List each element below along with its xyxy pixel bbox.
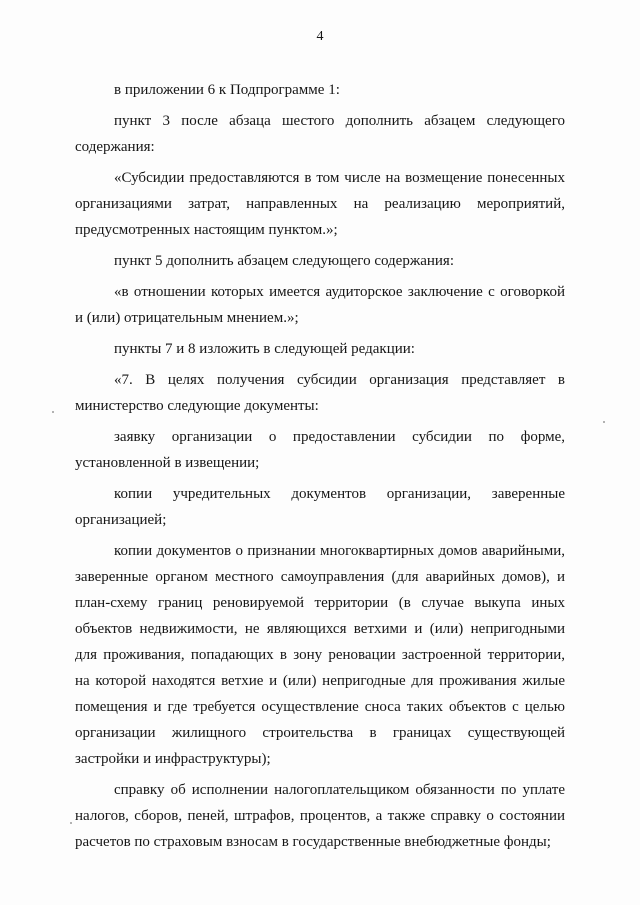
paragraph-application: заявку организации о предоставлении субсидии по форме, установленной в извещении; [75,429,565,471]
paragraph-point-3-amendment: пункт 3 после абзаца шестого дополнить абзацем следующего содержания: [75,113,565,155]
paragraph-audit-quote: «в отношении которых имеется аудиторское заключение с оговоркой и (или) отрицательным мнением.»; [75,284,565,326]
document-body [75,77,565,855]
paragraph-appendix-6: в приложении 6 к Подпрограмме 1: [114,82,340,98]
scan-speck [603,421,605,423]
scan-speck [70,822,72,824]
scan-speck [52,411,54,413]
page-number: 4 [316,29,324,44]
paragraph-point-5-amendment: пункт 5 дополнить абзацем следующего содержания: [114,253,454,269]
paragraph-subsidy-quote: «Субсидии предоставляются в том числе на возмещение понесенных организациями затрат, направленных на реализацию мероприятий, предусмотренных настоящим пунктом.»; [75,170,565,238]
paragraph-founding-documents: копии учредительных документов организации, заверенные организацией; [75,486,565,528]
paragraph-tax-certificate: справку об исполнении налогоплательщиком обязанности по уплате налогов, сборов, пеней, штрафов, процентов, а также справку о состоянии расчетов по страховым взносам в государственные внебюджетные фонды; [75,782,565,850]
paragraph-emergency-houses: копии документов о признании многоквартирных домов аварийными, заверенные органом местного самоуправления (для аварийных домов), и план-схему границ реновируемой территории (в случае выкупа иных объектов недвижимости, не являющихся ветхими и (или) непригодными для проживания, попадающих в зону реновации застроенной территории, на которой находятся ветхие и (или) непригодные для проживания жилые помещения и где требуется осуществление сноса таких объектов с целью организации жилищного строительства в границах существующей застройки и инфраструктуры); [75,543,565,767]
paragraph-point-7: «7. В целях получения субсидии организация представляет в министерство следующие документы: [75,372,565,414]
paragraph-points-7-8: пункты 7 и 8 изложить в следующей редакции: [114,341,415,357]
